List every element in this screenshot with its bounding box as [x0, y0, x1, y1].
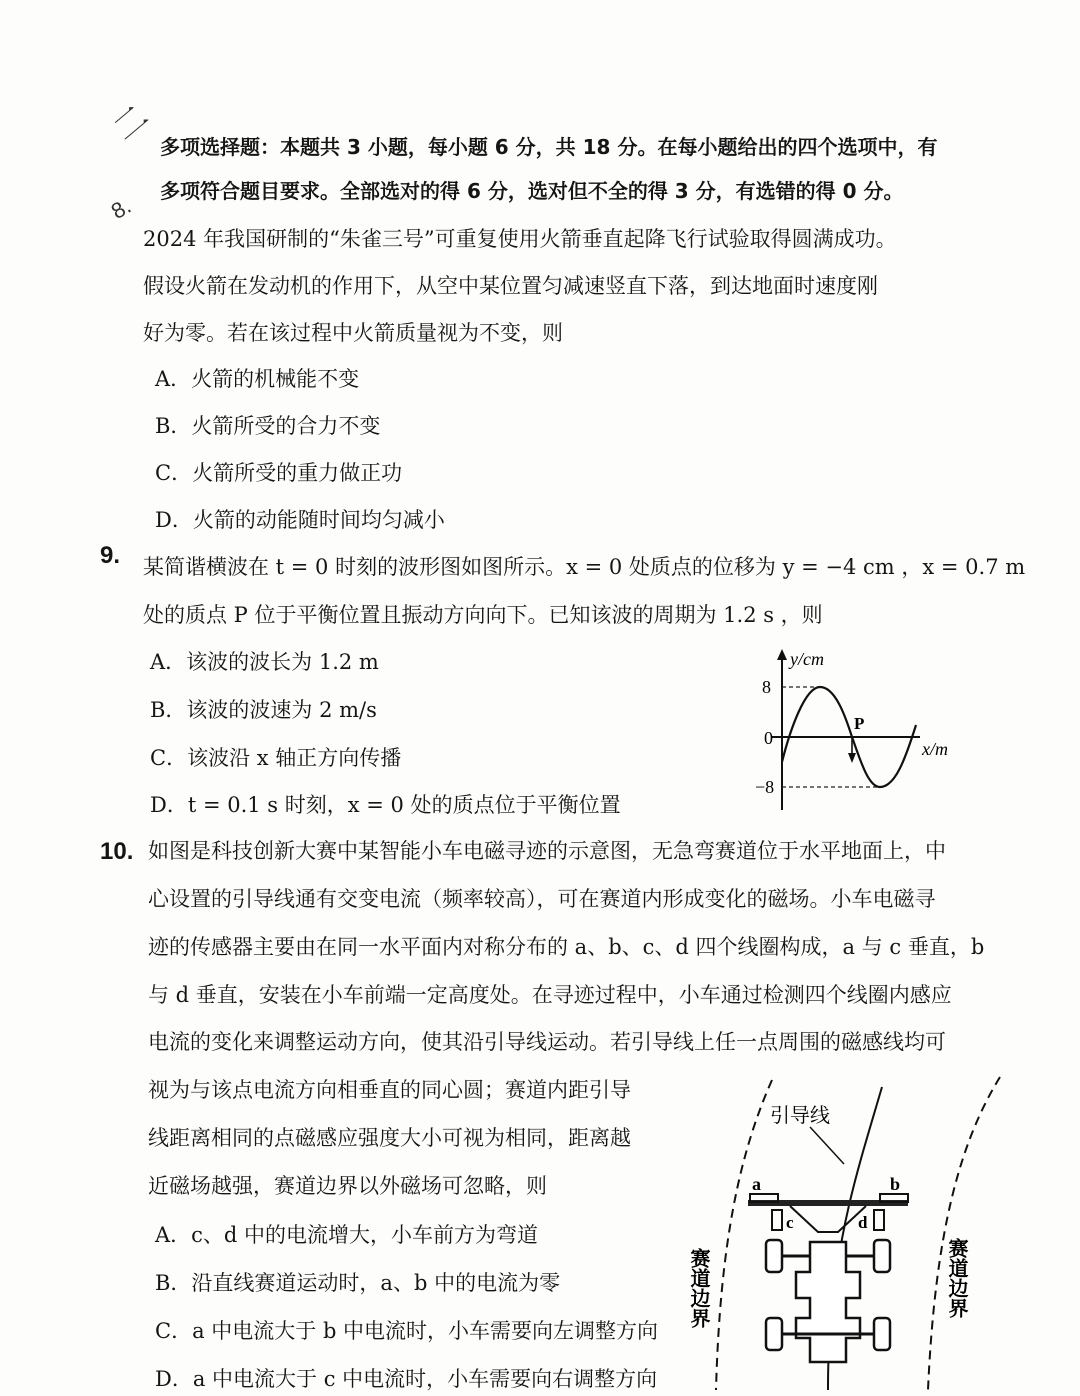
question-8-number-handwritten: 8. [106, 193, 136, 224]
q9-option-b: B．该波的波速为 2 m/s [150, 698, 377, 722]
q10-stem-line-3: 迹的传感器主要由在同一水平面内对称分布的 a、b、c、d 四个线圈构成，a 与 c 垂直，b [148, 935, 985, 959]
guide-wire-label: 引导线 [770, 1105, 830, 1127]
tick-label-0: 0 [764, 728, 773, 748]
tick-label-8: 8 [762, 677, 771, 697]
left-track-boundary [716, 1080, 772, 1390]
tick-label-neg8: −8 [755, 777, 775, 797]
rear-right-wheel [874, 1318, 890, 1350]
q8-stem-line-1: 2024 年我国研制的“朱雀三号”可重复使用火箭垂直起降飞行试验取得圆满成功。 [143, 227, 897, 251]
section-number-handwritten: 二 [106, 97, 157, 149]
section-header-line-2: 多项符合题目要求。全部选对的得 6 分，选对但不全的得 3 分，有选错的得 0 分。 [160, 179, 904, 203]
point-p-label: P [854, 714, 865, 733]
coil-c-label: c [786, 1213, 794, 1232]
q8-option-d: D．火箭的动能随时间均匀减小 [155, 508, 445, 532]
smart-car-diagram [660, 1072, 1020, 1392]
car-chassis [796, 1242, 860, 1362]
q8-option-a: A．火箭的机械能不变 [155, 367, 360, 391]
q10-stem-line-2: 心设置的引导线通有交变电流（频率较高），可在赛道内形成变化的磁场。小车电磁寻 [148, 887, 936, 911]
x-axis-label: x/m [922, 739, 948, 759]
q10-stem-line-8: 近磁场越强，赛道边界以外磁场可忽略，则 [148, 1174, 547, 1198]
q10-stem-line-6: 视为与该点电流方向相垂直的同心圆；赛道内距引导 [148, 1078, 631, 1102]
wave-graph [750, 645, 980, 815]
q8-option-c: C．火箭所受的重力做正功 [155, 461, 403, 485]
q9-option-a: A．该波的波长为 1.2 m [150, 650, 379, 674]
rear-left-wheel [766, 1318, 782, 1350]
q10-stem-line-7: 线距离相同的点磁感应强度大小可视为相同，距离越 [148, 1126, 631, 1150]
y-axis-label: y/cm [790, 649, 824, 669]
coil-b-label: b [890, 1174, 901, 1194]
right-boundary-label: 赛道边界 [945, 1238, 967, 1318]
front-right-wheel [874, 1240, 890, 1272]
q10-option-d: D．a 中电流大于 c 中电流时，小车需要向右调整方向 [155, 1367, 658, 1391]
q9-option-d: D．t = 0.1 s 时刻，x = 0 处的质点位于平衡位置 [150, 793, 621, 817]
q10-stem-line-5: 电流的变化来调整运动方向，使其沿引导线运动。若引导线上任一点周围的磁感线均可 [148, 1030, 946, 1054]
q10-option-a: A．c、d 中的电流增大，小车前方为弯道 [155, 1223, 539, 1247]
coil-d [874, 1210, 884, 1230]
q9-option-c: C．该波沿 x 轴正方向传播 [150, 746, 402, 770]
q9-stem-line-2: 处的质点 P 位于平衡位置且振动方向向下。已知该波的周期为 1.2 s ，则 [143, 603, 823, 627]
coil-c [772, 1210, 782, 1230]
q10-option-b: B．沿直线赛道运动时，a、b 中的电流为零 [155, 1271, 561, 1295]
coil-d-label: d [858, 1213, 868, 1232]
q8-stem-line-2: 假设火箭在发动机的作用下，从空中某位置匀减速竖直下落，到达地面时速度刚 [143, 274, 878, 298]
guide-label-leader [810, 1127, 844, 1164]
q10-number: 10. [100, 838, 134, 865]
q8-option-b: B．火箭所受的合力不变 [155, 414, 381, 438]
q9-stem-line-1: 某简谐横波在 t = 0 时刻的波形图如图所示。x = 0 处质点的位移为 y = −4 cm ，x = 0.7 m [143, 555, 1026, 579]
left-boundary-label: 赛道边界 [687, 1248, 709, 1328]
y-axis-arrow [777, 649, 787, 660]
q10-stem-line-4: 与 d 垂直，安装在小车前端一定高度处。在寻迹过程中，小车通过检测四个线圈内感应 [148, 983, 952, 1007]
coil-a-label: a [752, 1174, 761, 1194]
p-arrow-head [848, 753, 856, 763]
right-track-boundary [928, 1077, 1000, 1390]
front-left-wheel [766, 1240, 782, 1272]
q10-option-c: C．a 中电流大于 b 中电流时，小车需要向左调整方向 [155, 1319, 659, 1343]
sensor-mount [790, 1206, 866, 1232]
q10-stem-line-1: 如图是科技创新大赛中某智能小车电磁寻迹的示意图，无急弯赛道位于水平地面上，中 [148, 839, 946, 863]
q8-stem-line-3: 好为零。若在该过程中火箭质量视为不变，则 [143, 321, 563, 345]
q9-number: 9. [100, 542, 121, 569]
section-header-line-1: 多项选择题：本题共 3 小题，每小题 6 分，共 18 分。在每小题给出的四个选项中，有 [160, 135, 938, 159]
